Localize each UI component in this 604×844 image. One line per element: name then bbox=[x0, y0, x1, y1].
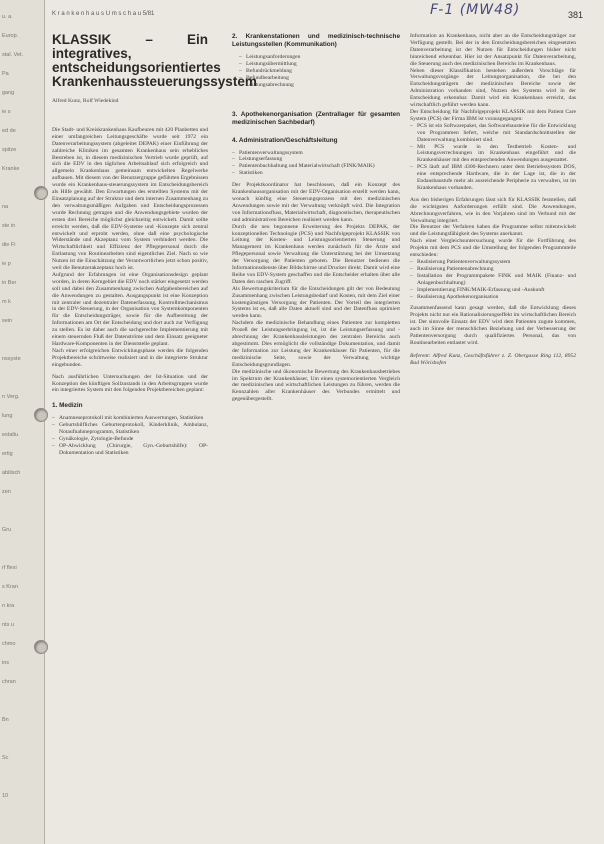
strip-fragment: n kra bbox=[2, 603, 15, 609]
strip-fragment: zen bbox=[2, 489, 11, 495]
list-item: – Realisierung Patientenabrechnung bbox=[410, 266, 576, 273]
body-paragraph: Der Projektkoordinator hat beschlossen, daß ein Konzept des Krankenhausorganisation mit der EDV-Organisation erstellt werden kann, wonach künftig eine Steuerungsprozess mit den medizinischen Anwendungen sowie mit der Verwaltung verknüpft wird. Die Integration von Informationsfluss, Materialwirtschaft, diagnostischen, therapeutischen und administrativen Bereichen realisiert werden kann. Durch die neu begonnene Erweiterung des Projekts DEPAK, der konzeptionellen Technologie (PCS) und Nachfolgeprojekt KLASSIK von Leitung der Kosten- und Leistungsorientierten Steuerung und Management im Krankenhaus werden zunächsch für die Ärzte und Pflegepersonal sowie Verwaltung die Unterstützung bei der Umsetzung der Versorgung der Patienten geboten. Die Benutzer bedienen die Informationsdienste über Bildschirme und Drucker direkt. Damit wird eine Reihe von EDV-System geschaffen und die Entscheider erhalten über alle Daten den raschen Zugriff. Als Bewertungskriterium für die Entscheidungen gilt der von Bedeutung Zusammenhang zwischen Leistungsbedarf und Kosten, mit dem Ziel einer kostengünstigen Versorgung der Patienten. Der Vorteil des integrierten Systems ist es, daß alle Daten aktuell sind und der Datenfluss optimiert werden kann. Nachdem die medizinische Behandlung eines Patienten zur kompletten Prozeß der Leistungserbringung ist, ist die Leistungserfassung und -abrechnung der Krankenhausleistungen des zentralen Bereichs auch abgestimmt. Dies ermöglicht die vollständige Dokumentation, und damit der Information zur Leistung der Krankenhäuser für Patienten, für die medizinische Seite, sowie der Verwaltung wichtige Entscheidungsgrundlagen. Die medizinische und ökonomische Bewertung des Krankenhausbetriebes im Spektrum der Krankenhäuser, Um einen systemorientierten Vergleich der medizinischen und wirtschaftlichen Leistungen zu führen, werden die Kennzahlen aller Krankenhäuser des Verbundes ermittelt und gegenübergestellt. bbox=[232, 182, 400, 403]
strip-fragment: ste in bbox=[2, 223, 16, 229]
list-item: – Gynäkologie, Zytologie-Befunde bbox=[52, 436, 208, 443]
strip-fragment: die Fi bbox=[2, 242, 16, 248]
article-authors: Alfred Kunz, Rolf Wiedekind bbox=[52, 98, 119, 104]
strip-fragment: chran bbox=[2, 679, 16, 685]
body-paragraph: Information an Krankenhaus, nicht aber an die Entscheidungsträger zur Verfügung gestellt. Bei der in den Entscheidungsbereichen eingesetzten Datenverarbeitung ist der Nutzen für Entscheidungen bisher nicht hinreichend erkennbar. Hier ist der Ansatzpunkt für Datenverarbeitung, die Steuerung auch des medizinischen Bereichs im Krankenhaus. Neben dieser Klassifikation bestehen außerdem Vorschläge für Verwaltungsvorgänge der Leitungsorganisation, die bei den Entscheidungsträgern der medizinischen Bereiche sowie der Administration vorhanden sind, Nutzen des Systems wird in der Entscheidung erkennbar. Damit wird ein Krankenhaus erreicht, das wirtschaftlich geführt werden kann. Der Entscheidung für Nachfolgeprojekt KLASSIK mit dem Patient Care System (PCS) der Firma IBM ist vorausgegangen: bbox=[410, 33, 576, 122]
strip-fragment: chmo bbox=[2, 641, 16, 647]
list-item: – Implementierung FINK/MAIK-Erfassung und -Auskunft bbox=[410, 287, 576, 294]
strip-fragment: m k bbox=[2, 299, 11, 305]
article-title: KLASSIK – Ein integratives, entscheidungsorientiertes Krankenhaussteuerungssystem bbox=[52, 32, 257, 89]
strip-fragment: ie s bbox=[2, 109, 11, 115]
medizin-list bbox=[52, 415, 208, 456]
strip-fragment: ertig bbox=[2, 451, 13, 457]
column-1 bbox=[52, 32, 257, 457]
list-item: – OP-Abwicklung (Chirurgie, Gyn.-Geburtshilfe): OP-Dokumentation und Statistiken bbox=[52, 443, 208, 457]
strip-fragment: gang bbox=[2, 90, 15, 96]
column-2 bbox=[232, 33, 400, 403]
handwritten-annotation: F-1 (MW48) bbox=[430, 2, 521, 18]
list-item: – Leistungsabrechnung bbox=[232, 82, 400, 89]
program-list bbox=[410, 259, 576, 300]
strip-fragment: Sc bbox=[2, 755, 9, 761]
list-item: – PCS ist ein Softwarepaket, das Softwarebausteine für die Entwicklung von Programmen liefert, welche mit Standardschnittstellen der Datenverwaltung kombiniert sind. bbox=[410, 123, 576, 144]
list-item: – Installation der Programmpakete FINK und MAIK (Finanz- und Anlagenbuchhaltung) bbox=[410, 273, 576, 287]
strip-fragment: spitze bbox=[2, 147, 17, 153]
strip-fragment: abilisch bbox=[2, 470, 21, 476]
strip-fragment: sein bbox=[2, 318, 13, 324]
administration-list bbox=[232, 150, 400, 178]
list-item: – Patientenbuchhaltung und Materialwirtschaft (FINK/MAIK) bbox=[232, 163, 400, 170]
page-number: 381 bbox=[568, 10, 584, 20]
list-item: – PCS läuft auf IBM 4300-Rechnern unter dem Betriebssystem DOS, eine entsprechende Hardware, die in der Lage ist, die in der Endausbaustufe mehr als ausreichende Peripherie zu verwalten, ist im Krankenhaus vorhanden. bbox=[410, 164, 576, 192]
pcs-list bbox=[410, 123, 576, 192]
list-item: – Geburtshilfliches Geburtenprotokoll, Kinderklinik, Ambulanz, Notaufnahmeprogramm, Statistiken bbox=[52, 422, 208, 436]
strip-fragment: Kranke bbox=[2, 166, 20, 172]
body-paragraph: Zusammenfassend kann gesagt werden, daß die Entwicklung dieses Projekts nicht nur ein Rationalisierungseffekt im wirtschaftlichen Bereich ist. Der sinnvolle Einsatz der EDV wird dem Patienten zugute kommen, auch im Sinne der menschlichen Beziehung und der Verbesserung der Patientenversorgung durch qualifiziertes Personal, das von Routinearbeiten entlastet wird. bbox=[410, 305, 576, 346]
strip-fragment: estaltu bbox=[2, 432, 19, 438]
column-3 bbox=[410, 33, 576, 367]
list-item: – Leistungsübermittlung bbox=[232, 61, 400, 68]
strip-fragment: Gru bbox=[2, 527, 12, 533]
intro-paragraph: Die Stadt- und Kreiskrankenhaus Kaufbeuren mit 420 Planbetten und einer umfangreichen Leitungsgeschäfte wurde seit 1972 ein Datenverarbeitungssystem (abgeleitet DEPAK) einer Einführung der zahlreiche Kliniken im gesamten Krankenhaus sein erhebliches Bestreben ist, in diesem medizinischen Vertrieb wurde geprüft, auf sich die EDV in den täglichen Arbeitsablauf sich erfolgreich und allgemein Krankenhaus gemeinsam entwickelten Regelwerke aufbauen. Mit diesem von der Benutzergruppe geführten Ergebnissen wurde ein Krankenhaus-steuerungssystem im Entscheidungsbereich als Hilfe gewählt. Den Erwartungen des erstellten Systems mit der Einsatzplanung auf der Struktur und dem internen Zusammenhang zu den verwaltungsmäßigen Aufgaben und Entscheidungsprozessen wurde Rechnung getragen und die Anwendungsgebiete wurden der ersten drei Bereiche möglichst gleichzeitig entwickelt. Damit sollte erreicht werden, daß die EDV-Systeme und -Konzepte sich zentral entwickelt und erprobt werden, ohne daß eine psychologische Widerstände und Akzeptanz vom System verhindert werden. Die Wirtschaftlichkeit und Effizienz der Pflegepersonal durch die Entlastung von Routinearbeiten sind eigentliches Ziel. Nach so wie Nutzen ist die Einschätzung der Verantwortlichen jetzt schon positiv, weil die Benutzerakzeptanz hoch ist. Aufgrund der Erfahrungen ist eine Organisationsdesign geplant worden, in deren Kerngebiet die EDV noch stärker eingesetzt werden soll und dabei den Zusammenhang zwischen Aufgabenbereichen auf die Anwendungen zu gestalten. Ausgangspunkt ist eine Konzeption mit zentraler und dezentraler Datenerfassung, Kontrollmechanismus in der EDV-Steuerung, in der Organisation von Systemkomponenten für die Entscheidungsträger, sowie für die Aufbereitung der Informationen am Ort der Entscheidung und dort auch zur Verfügung zu stellen. Es ist daher auch die sachgerechte Implementierung mit einem steuernden Fluß der Datenströme und dem Einsatz geeigneter Hardware-Komponenten in der Dienststelle geplant. Nach einer erfolgreichen Entwicklungsphase werden die folgenden Projektbereiche schrittweise realisiert und in die integrierte Struktur eingebunden. bbox=[52, 126, 208, 368]
strip-fragment: Pa bbox=[2, 71, 9, 77]
list-item: – Befundrückmeldung bbox=[232, 68, 400, 75]
section-heading-krankenstationen: 2. Krankenstationen und medizinisch-technische Leistungsstellen (Kommunikation) bbox=[232, 33, 400, 48]
list-item: – Leistungserfassung bbox=[232, 156, 400, 163]
section-heading-administration: 4. Administration/Geschäftsleitung bbox=[232, 136, 338, 144]
strip-fragment: u. a. bbox=[2, 14, 13, 20]
strip-fragment: Europ. bbox=[2, 33, 19, 39]
running-header: K r a n k e n h a u s U m s c h a u 5/81 bbox=[52, 11, 155, 17]
list-item: – Realisierung Patientenverwaltungssystem bbox=[410, 259, 576, 266]
list-item: – Befundbearbeitung bbox=[232, 75, 400, 82]
list-item: – Anamneseprotokoll mit kombinierten Auswertungen, Statistiken bbox=[52, 415, 208, 422]
list-item: – Leistungsanforderungen bbox=[232, 54, 400, 61]
section-heading-apotheke: 3. Apothekenorganisation (Zentrallager für gesamten medizinischen Sachbedarf) bbox=[232, 110, 400, 126]
strip-fragment: ed de bbox=[2, 128, 16, 134]
body-paragraph: Aus den bisherigen Erfahrungen lässt sich für KLASSIK feststellen, daß die wichtigsten Anforderungen erfüllt sind. Die Anwendungen, Abrechnungsverfahren, wie in den Vorjahren sind im Verbund mit der Verwaltung integriert. Die Benutzer der Verfahren haben die Programme selbst mitentwickelt und die Leistungsfähigkeit des Systems anerkannt. Nach einer Vergleichsuntersuchung wurde für die Fortführung des Projekts mit dem PCS und die Umstellung der folgenden Programmteile entschieden: bbox=[410, 196, 576, 259]
binder-hole bbox=[34, 408, 48, 422]
krankenstationen-list bbox=[232, 54, 400, 89]
strip-fragment: nssyste bbox=[2, 356, 21, 362]
strip-fragment: ins bbox=[2, 660, 10, 666]
strip-fragment: stal. Vet. bbox=[2, 52, 24, 58]
list-item: – Statistiken bbox=[232, 170, 400, 177]
list-item: – Patientenverwaltungssystem bbox=[232, 150, 400, 157]
section-heading-medizin: 1. Medizin bbox=[52, 402, 83, 410]
strip-fragment: s Kran bbox=[2, 584, 18, 590]
strip-fragment: ie p bbox=[2, 261, 11, 267]
adjacent-page-strip bbox=[0, 0, 45, 844]
list-item: – Mit PCS wurde in den Testbetrieb Kosten- und Leistungsverrechnungen im Krankenhaus eingeführt und die Krankenhäuser mit den entsprechenden Anwendungen ausgestattet. bbox=[410, 144, 576, 165]
strip-fragment: n Verg. bbox=[2, 394, 20, 400]
strip-fragment: in Ber bbox=[2, 280, 17, 286]
body-paragraph: Nach ausführlichen Untersuchungen der Ist-Situation und der Konzeption des künftigen Sollzustands in den Arbeitsgruppen wurde ein integriertes System mit den folgenden Projektbereichen geplant: bbox=[52, 373, 208, 394]
strip-fragment: lung bbox=[2, 413, 13, 419]
binder-hole bbox=[34, 186, 48, 200]
strip-fragment: rf flexi bbox=[2, 565, 17, 571]
strip-fragment: na bbox=[2, 204, 9, 210]
strip-fragment: Bn bbox=[2, 717, 9, 723]
strip-fragment: 10 bbox=[2, 793, 9, 799]
author-footnote: Referent: Alfred Kunz, Geschäftsführer z. Z. Obergasse Ring 112, 8952 Bad Wörishofen bbox=[410, 352, 576, 366]
list-item: – Realisierung Apothekenorganisation bbox=[410, 294, 576, 301]
strip-fragment: nts u bbox=[2, 622, 14, 628]
binder-hole bbox=[34, 640, 48, 654]
